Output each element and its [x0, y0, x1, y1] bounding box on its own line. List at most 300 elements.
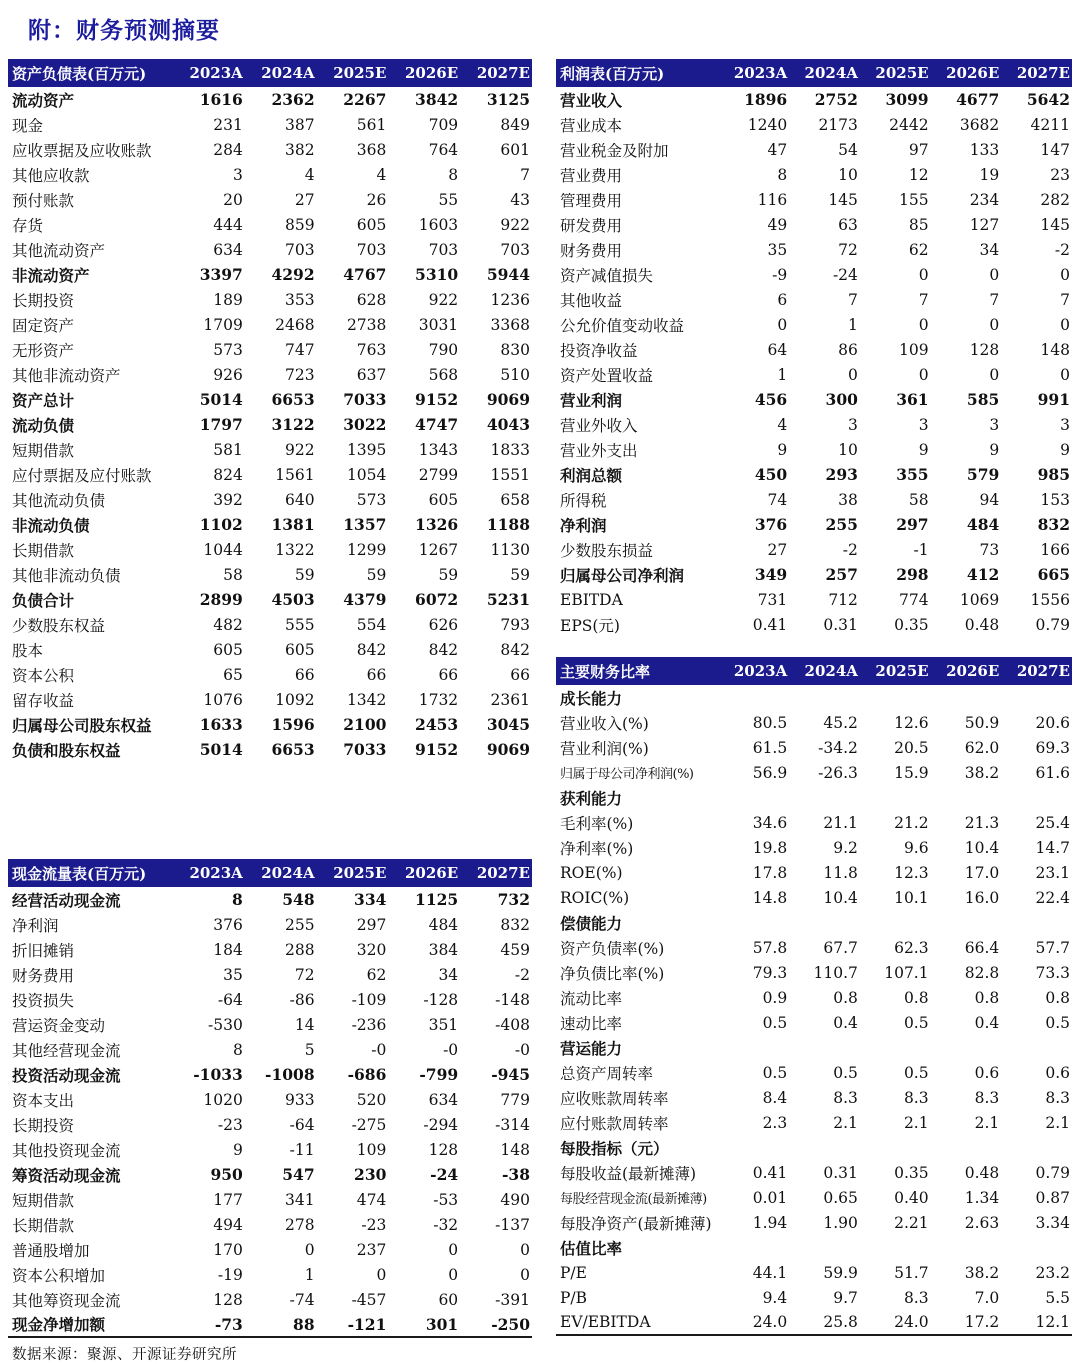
cell-value: 0.01 [752, 1188, 788, 1207]
cell-value: 4503 [271, 590, 315, 609]
cell-value: 12 [908, 165, 929, 184]
row-label: 少数股东权益 [12, 616, 106, 635]
cell-value: 145 [828, 190, 858, 209]
cell-value: 1102 [199, 515, 243, 534]
cell-value: 0.8 [903, 988, 929, 1007]
cell-value: 0.5 [903, 1013, 929, 1032]
cell-value: 842 [356, 640, 387, 659]
section-row [556, 1235, 1072, 1260]
cell-value: 2738 [346, 315, 387, 334]
cell-value: 793 [500, 615, 530, 634]
cell-value [789, 685, 860, 710]
cell-value: 147 [1040, 140, 1070, 159]
balance-sheet-table [8, 59, 532, 762]
table-row [556, 1085, 1072, 1110]
cell-value: 234 [969, 190, 1000, 209]
table-row [8, 1312, 532, 1337]
row-label: 资产总计 [12, 390, 75, 410]
cell-value: 0.87 [1035, 1188, 1070, 1207]
table-row [8, 637, 532, 662]
table-row [556, 885, 1072, 910]
row-label: 净负债比率(%) [560, 964, 665, 983]
cell-value: -32 [433, 1215, 459, 1234]
cell-value: 20.5 [894, 738, 929, 757]
cell-value: 282 [1040, 190, 1070, 209]
cell-value: 361 [896, 390, 929, 409]
table-title: 现金流量表(百万元) [8, 859, 173, 887]
cell-value: 17.2 [964, 1313, 1000, 1331]
cell-value: 59 [366, 565, 387, 584]
row-label: 长期借款 [12, 541, 75, 560]
table-row [556, 735, 1072, 760]
cell-value [1001, 1135, 1072, 1160]
cell-value: 5 [304, 1040, 315, 1059]
cell-value: 50.9 [964, 713, 1000, 732]
cell-value: 10.4 [964, 838, 1000, 857]
row-label: 每股净资产(最新摊薄) [560, 1214, 712, 1233]
cell-value: 605 [285, 640, 315, 659]
section-row [556, 1135, 1072, 1160]
cell-value: 2899 [199, 590, 243, 609]
row-label: 普通股增加 [12, 1241, 90, 1260]
cell-value: 490 [500, 1190, 530, 1209]
cell-value: 128 [213, 1290, 243, 1309]
cell-value: 4292 [271, 265, 315, 284]
cell-value: 1 [304, 1265, 315, 1284]
cell-value: 731 [757, 590, 788, 609]
row-label: 无形资产 [12, 341, 75, 360]
cell-value: -64 [289, 1115, 315, 1134]
cell-value: 842 [428, 640, 459, 659]
cell-value: 585 [966, 390, 1000, 409]
table-row [8, 1112, 532, 1137]
table-row [8, 1187, 532, 1212]
cell-value: 230 [354, 1165, 387, 1184]
table-header-row [8, 859, 532, 887]
cell-value: 2453 [415, 715, 459, 734]
cell-value: 110.7 [813, 963, 858, 982]
cell-value: 640 [285, 490, 315, 509]
column-header: 2024A [245, 59, 317, 87]
cell-value: -1 [913, 540, 929, 559]
column-header: 2025E [860, 59, 931, 87]
cell-value: -2 [1054, 240, 1070, 259]
cell-value: 14.7 [1035, 838, 1070, 857]
row-label: EPS(元) [560, 616, 620, 635]
cell-value: 832 [500, 915, 530, 934]
cell-value: 392 [213, 490, 243, 509]
cell-value: 1.34 [964, 1188, 1000, 1207]
row-label: 其他筹资现金流 [12, 1291, 121, 1310]
row-label: ROIC(%) [560, 888, 630, 907]
table-row [8, 462, 532, 487]
row-label: 公允价值变动收益 [560, 316, 685, 335]
cell-value: 69.3 [1035, 738, 1070, 757]
row-label: 营业费用 [560, 166, 623, 185]
cell-value: 0.31 [823, 1163, 858, 1182]
cell-value: 16.0 [964, 888, 1000, 907]
row-label: 应收票据及应收账款 [12, 141, 152, 160]
cell-value [860, 1035, 931, 1060]
table-row [8, 112, 532, 137]
cell-value: 109 [356, 1140, 387, 1159]
table-row [556, 1185, 1072, 1210]
table-row [556, 362, 1072, 387]
cell-value: 21.1 [823, 813, 858, 832]
cell-value: 21.3 [964, 813, 1000, 832]
cell-value: 0.5 [1045, 1013, 1070, 1032]
cell-value: 991 [1037, 390, 1070, 409]
cell-value: 1 [777, 365, 788, 384]
cell-value: 6653 [271, 390, 315, 409]
cell-value: 1188 [486, 515, 530, 534]
row-label: 其他投资现金流 [12, 1141, 121, 1160]
cell-value: 66 [438, 665, 459, 684]
cell-value: 15.9 [894, 763, 929, 782]
cell-value: 723 [285, 365, 315, 384]
row-label: 流动负债 [12, 415, 75, 435]
table-row [8, 512, 532, 537]
cell-value: 484 [428, 915, 459, 934]
cell-value: 5014 [199, 390, 243, 409]
cell-value: -686 [347, 1065, 387, 1084]
cell-value: 4 [376, 165, 387, 184]
column-header: 2027E [460, 859, 532, 887]
row-label: 归属母公司净利润 [560, 565, 685, 585]
table-row [556, 487, 1072, 512]
cell-value: -109 [351, 990, 387, 1009]
column-header: 2023A [173, 859, 245, 887]
cell-value: 8.3 [1045, 1088, 1070, 1107]
cell-value: 60 [438, 1290, 459, 1309]
cell-value: 4379 [343, 590, 387, 609]
row-label: 负债合计 [12, 590, 75, 610]
table-row [556, 587, 1072, 612]
cell-value: 3397 [199, 265, 243, 284]
cell-value: 6072 [415, 590, 459, 609]
table-row [8, 987, 532, 1012]
cell-value: 0.40 [894, 1188, 929, 1207]
cell-value: 2173 [818, 115, 858, 134]
cell-value: 17.0 [964, 863, 1000, 882]
cell-value: 72 [838, 240, 858, 259]
cell-value [789, 1135, 860, 1160]
cell-value: 177 [213, 1190, 243, 1209]
row-label: 归属于母公司净利润(%) [560, 767, 694, 782]
table-row [556, 162, 1072, 187]
cell-value: 27 [767, 540, 788, 559]
cell-value: 351 [428, 1015, 459, 1034]
cell-value: -53 [433, 1190, 459, 1209]
cell-value: 1.94 [752, 1213, 788, 1232]
cell-value: 166 [1040, 540, 1070, 559]
cell-value: 554 [356, 615, 387, 634]
cell-value [719, 1235, 790, 1260]
cell-value: 1556 [1030, 590, 1070, 609]
cell-value [1001, 910, 1072, 935]
cell-value: 1299 [346, 540, 387, 559]
cell-value: 824 [213, 465, 243, 484]
cell-value: -64 [217, 990, 243, 1009]
cell-value: 79.3 [752, 963, 788, 982]
cell-value: 922 [500, 215, 530, 234]
table-row [8, 562, 532, 587]
row-label: 速动比率 [560, 1014, 623, 1033]
row-label: 归属母公司股东权益 [12, 715, 152, 735]
row-label: 资产负债率(%) [560, 939, 665, 958]
cell-value: 2442 [889, 115, 929, 134]
cell-value: 20.6 [1035, 713, 1070, 732]
cell-value [719, 685, 790, 710]
cell-value: 8 [777, 165, 788, 184]
cell-value: 1130 [490, 540, 530, 559]
row-label: 存货 [12, 216, 44, 235]
cell-value: 8.3 [833, 1088, 858, 1107]
table-row [8, 937, 532, 962]
cell-value: 0.41 [752, 1163, 788, 1182]
cell-value: 0 [448, 1240, 459, 1259]
cell-value: 10.4 [823, 888, 858, 907]
row-label: 短期借款 [12, 1191, 75, 1210]
cell-value: 1395 [346, 440, 387, 459]
cell-value: 703 [500, 240, 530, 259]
cell-value: 605 [428, 490, 459, 509]
cell-value: 1240 [747, 115, 788, 134]
cell-value: 66.4 [964, 938, 1000, 957]
page-title: 附：财务预测摘要 [28, 17, 220, 44]
cell-value: 298 [896, 565, 929, 584]
cell-value: 3 [848, 415, 858, 434]
row-label: 财务费用 [560, 241, 623, 260]
cell-value [860, 1135, 931, 1160]
cell-value: 19.8 [752, 838, 788, 857]
cell-value: 634 [428, 1090, 459, 1109]
cell-value: 12.3 [894, 863, 929, 882]
table-row [556, 612, 1072, 637]
row-label: 其他非流动资产 [12, 366, 121, 385]
cell-value: 148 [500, 1140, 530, 1159]
column-header: 2026E [931, 657, 1002, 685]
table-row [8, 1062, 532, 1087]
row-label: 所得税 [560, 491, 607, 510]
cell-value: 64 [767, 340, 788, 359]
cell-value: -128 [423, 990, 459, 1009]
column-header: 2023A [173, 59, 245, 87]
section-row [556, 685, 1072, 710]
table-row [556, 387, 1072, 412]
table-row [8, 237, 532, 262]
cell-value: 35 [223, 965, 243, 984]
cell-value: -23 [217, 1115, 243, 1134]
cell-value: 658 [500, 490, 530, 509]
row-label: 少数股东损益 [560, 541, 654, 560]
cell-value: 922 [428, 290, 459, 309]
cell-value: 0.6 [974, 1063, 1000, 1082]
row-label: 其他流动资产 [12, 241, 106, 260]
cell-value: 637 [356, 365, 387, 384]
row-label: P/E [560, 1263, 587, 1282]
cell-value: 34.6 [752, 813, 788, 832]
table-row [556, 960, 1072, 985]
cell-value: 284 [213, 140, 243, 159]
cell-value: 14.8 [752, 888, 788, 907]
cell-value: 97 [908, 140, 929, 159]
cell-value: 65 [223, 665, 243, 684]
row-label: 营业税金及附加 [560, 141, 669, 160]
cell-value: 59 [294, 565, 315, 584]
cell-value [719, 785, 790, 810]
row-label: 研发费用 [560, 216, 623, 235]
cell-value: 293 [825, 465, 858, 484]
cell-value: 12.1 [1035, 1313, 1070, 1331]
cell-value: 456 [754, 390, 788, 409]
table-row [556, 112, 1072, 137]
cell-value: 80.5 [752, 713, 788, 732]
cell-value: 22.4 [1035, 888, 1070, 907]
table-row [556, 835, 1072, 860]
cell-value: 6653 [271, 740, 315, 759]
cell-value: 107.1 [884, 963, 929, 982]
table-row [8, 187, 532, 212]
row-label: 总资产周转率 [560, 1064, 654, 1083]
cell-value: 581 [213, 440, 243, 459]
cell-value: 0.5 [762, 1063, 788, 1082]
cell-value: 2.1 [974, 1113, 1000, 1132]
row-label: 营业外支出 [560, 441, 638, 460]
cell-value: 21.2 [894, 813, 929, 832]
cell-value: 2.1 [903, 1113, 929, 1132]
cell-value: 0 [918, 365, 929, 384]
cell-value: 66 [366, 665, 387, 684]
cell-value: 9 [232, 1140, 243, 1159]
cell-value: 0 [989, 315, 1000, 334]
cell-value: 3 [989, 415, 1000, 434]
table-header-row [556, 657, 1072, 685]
cell-value [789, 1235, 860, 1260]
cell-value: 774 [899, 590, 929, 609]
cell-value: 0.5 [762, 1013, 788, 1032]
cell-value: 43 [510, 190, 530, 209]
cell-value: 0.9 [762, 988, 788, 1007]
cell-value: 341 [285, 1190, 315, 1209]
table-header-row [556, 59, 1072, 87]
cell-value: 5944 [486, 265, 530, 284]
cell-value: 790 [428, 340, 459, 359]
cell-value [1001, 785, 1072, 810]
tables-layout [8, 59, 1072, 1364]
table-row [8, 337, 532, 362]
cell-value: 1603 [418, 215, 459, 234]
table-row [556, 212, 1072, 237]
column-header: 2024A [789, 59, 860, 87]
cell-value: 62 [908, 240, 929, 259]
cell-value: 2.63 [964, 1213, 1000, 1232]
cell-value: 0 [918, 265, 929, 284]
row-label: 每股指标（元） [560, 1138, 669, 1158]
row-label: 固定资产 [12, 316, 75, 335]
cell-value: 459 [500, 940, 530, 959]
ratios-table [556, 657, 1072, 1336]
cell-value: 128 [428, 1140, 459, 1159]
cash-flow-table [8, 859, 532, 1338]
cell-value: 94 [979, 490, 1000, 509]
row-label: 非流动资产 [12, 265, 90, 285]
cell-value: 23.1 [1035, 863, 1070, 882]
table-row [8, 887, 532, 912]
column-header: 2023A [719, 657, 790, 685]
cell-value: 933 [285, 1090, 315, 1109]
cell-value: 0 [989, 265, 1000, 284]
cell-value: 382 [285, 140, 315, 159]
cell-value: 7033 [343, 740, 387, 759]
cell-value: -457 [351, 1290, 387, 1309]
cell-value: 349 [754, 565, 788, 584]
row-label: ROE(%) [560, 863, 623, 882]
row-label: 每股收益(最新摊薄) [560, 1164, 697, 1183]
row-label: EBITDA [560, 590, 623, 609]
cell-value: 2361 [490, 690, 530, 709]
cell-value: 859 [285, 215, 315, 234]
row-label: 现金 [12, 116, 44, 135]
cell-value: 74 [767, 490, 788, 509]
cell-value: 301 [425, 1314, 459, 1334]
table-row [556, 412, 1072, 437]
cell-value: 703 [285, 240, 315, 259]
table-row [556, 935, 1072, 960]
row-label: EV/EBITDA [560, 1313, 651, 1331]
cell-value: 237 [356, 1240, 387, 1259]
cell-value: -2 [842, 540, 858, 559]
table-row [8, 1087, 532, 1112]
row-label: 获利能力 [560, 788, 623, 808]
cell-value: 628 [356, 290, 387, 309]
cell-value: 86 [838, 340, 858, 359]
table-row [8, 162, 532, 187]
cell-value: -24 [430, 1165, 459, 1184]
table-row [8, 412, 532, 437]
column-header: 2025E [860, 657, 931, 685]
cell-value: 255 [825, 515, 858, 534]
row-label: 投资净收益 [560, 341, 638, 360]
cell-value: 9.4 [762, 1288, 788, 1307]
cell-value: 49 [767, 215, 788, 234]
column-header: 2024A [789, 657, 860, 685]
cell-value: 12.6 [894, 713, 929, 732]
cell-value: 334 [354, 890, 387, 909]
cell-value: 1322 [275, 540, 315, 559]
cell-value: 66 [510, 665, 530, 684]
table-row [556, 1110, 1072, 1135]
table-row [556, 1060, 1072, 1085]
cell-value: -137 [495, 1215, 530, 1234]
cell-value: 9152 [415, 390, 459, 409]
row-label: 每股经营现金流(最新摊薄) [560, 1192, 707, 1207]
cell-value: -530 [208, 1015, 243, 1034]
cell-value [931, 1135, 1002, 1160]
cell-value: -74 [289, 1290, 315, 1309]
table-row [8, 1287, 532, 1312]
cell-value: 14 [294, 1015, 315, 1034]
cell-value: 484 [966, 515, 1000, 534]
cell-value: 231 [213, 115, 243, 134]
cell-value: 3 [232, 165, 243, 184]
row-label: 净利润 [12, 916, 59, 935]
row-label: 应付账款周转率 [560, 1114, 669, 1133]
cell-value: 57.8 [752, 938, 788, 957]
table-row [8, 912, 532, 937]
cell-value: 950 [210, 1165, 243, 1184]
cell-value: 764 [428, 140, 459, 159]
